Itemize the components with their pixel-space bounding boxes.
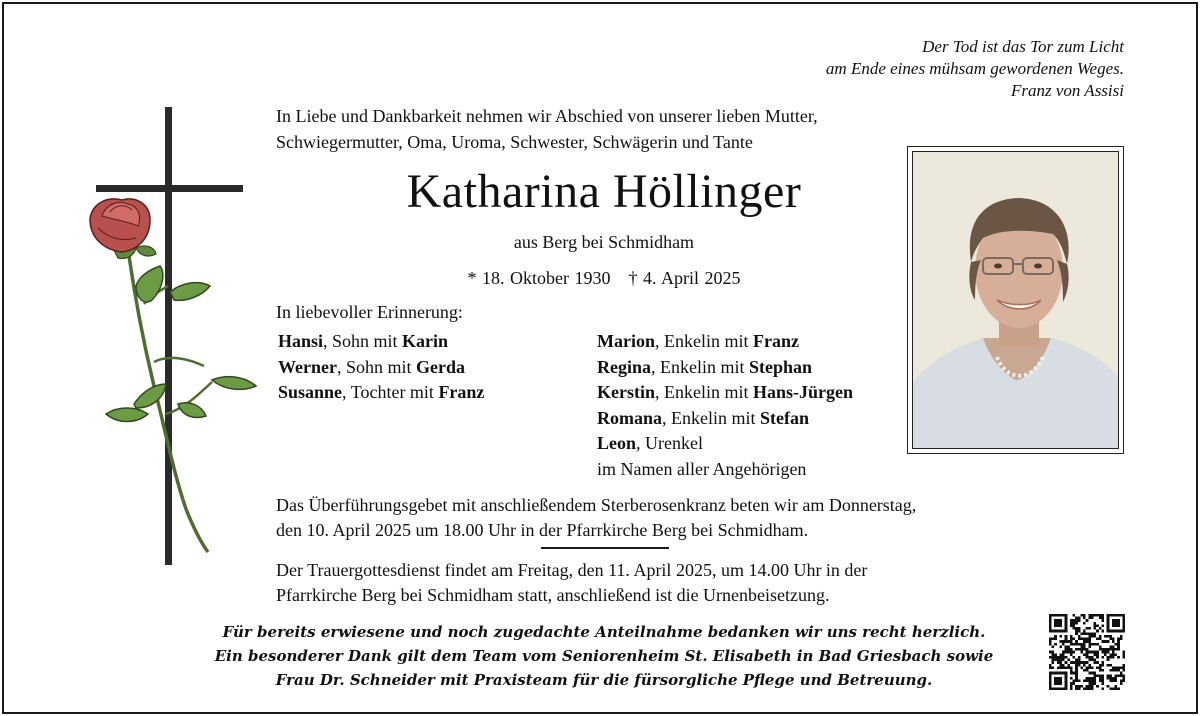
- section-divider: [541, 547, 669, 549]
- mourner-partner: Stefan: [760, 407, 810, 428]
- mourner-row: [597, 355, 853, 381]
- motto-author: Franz von Assisi: [1010, 81, 1124, 100]
- prayer-line-1: Das Überführungsgebet mit anschließendem Sterberosenkranz beten wir am Donnerstag,: [276, 495, 917, 515]
- portrait-frame: [907, 146, 1124, 454]
- remembrance-label: In liebevoller Erinnerung:: [276, 302, 463, 322]
- mourner-row: [597, 329, 853, 355]
- mourner-name: Werner: [278, 356, 337, 377]
- mourner-relation: , Sohn mit: [336, 356, 416, 377]
- mourner-row: [597, 431, 853, 457]
- family-note: im Namen aller Angehörigen: [597, 458, 807, 479]
- mourner-name: Kerstin: [597, 382, 655, 402]
- thanks-line-3: Frau Dr. Schneider mit Praxisteam für die fürsorgliche Pflege und Betreuung.: [275, 671, 933, 689]
- intro-text: [276, 103, 916, 155]
- motto-line-1: Der Tod ist das Tor zum Licht: [922, 37, 1124, 56]
- prayer-line-2: den 10. April 2025 um 18.00 Uhr in der Pfarrkirche Berg bei Schmidham.: [276, 520, 809, 540]
- motto-line-2: am Ende eines mühsam gewordenen Weges.: [825, 59, 1124, 78]
- mourner-partner: Franz: [753, 331, 799, 351]
- service-line-1: Der Trauergottesdienst findet am Freitag, den 11. April 2025, um 14.00 Uhr in der: [276, 560, 868, 580]
- motto-quote: [826, 36, 1124, 102]
- mourner-partner: Karin: [402, 331, 449, 351]
- mourner-relation: , Urenkel: [636, 433, 703, 453]
- birth-date: * 18. Oktober 1930: [467, 268, 611, 288]
- mourner-row: [278, 355, 484, 381]
- mourner-relation: , Sohn mit: [323, 331, 403, 351]
- service-announcement: [276, 558, 996, 608]
- life-dates: [254, 266, 954, 290]
- portrait-illustration: [913, 152, 1118, 448]
- qr-code-icon[interactable]: [1049, 614, 1125, 690]
- deceased-origin: aus Berg bei Schmidham: [513, 232, 695, 252]
- mourner-relation: , Enkelin mit: [662, 407, 761, 428]
- mourner-row: [597, 406, 853, 432]
- mourner-name: Leon: [597, 433, 637, 453]
- mourner-partner: Gerda: [416, 356, 465, 377]
- mourners-left-column: [278, 329, 484, 406]
- mourner-name: Hansi: [278, 331, 324, 351]
- mourner-name: Susanne: [278, 382, 343, 402]
- cross-with-rose-icon: [74, 104, 274, 574]
- mourner-row: [278, 329, 484, 355]
- mourner-name: Romana: [597, 407, 663, 428]
- prayer-announcement: [276, 493, 1036, 543]
- mourner-partner: Stephan: [749, 356, 813, 377]
- portrait-photo: [912, 151, 1119, 449]
- mourner-partner: Franz: [438, 382, 485, 402]
- mourner-relation: , Enkelin mit: [651, 356, 749, 377]
- service-line-2: Pfarrkirche Berg bei Schmidham statt, anschließend ist die Urnenbeisetzung.: [276, 585, 830, 605]
- mourner-relation: , Enkelin mit: [655, 331, 753, 351]
- thanks-line-2: Ein besonderer Dank gilt dem Team vom Seniorenheim St. Elisabeth in Bad Griesbach sowie: [214, 647, 994, 665]
- mourner-relation: , Enkelin mit: [655, 382, 753, 402]
- deceased-name: Katharina Höllinger: [406, 165, 802, 218]
- mourner-name: Marion: [597, 331, 655, 351]
- death-date: † 4. April 2025: [628, 268, 741, 288]
- mourners-right-column: [597, 329, 853, 482]
- thanks-text: [164, 620, 1044, 692]
- mourner-row: [597, 380, 853, 406]
- thanks-line-1: Für bereits erwiesene und noch zugedachte Anteilnahme bedanken wir uns recht herzlich.: [222, 623, 986, 641]
- mourner-partner: Hans-Jürgen: [753, 382, 854, 402]
- intro-line-1: In Liebe und Dankbarkeit nehmen wir Abschied von unserer lieben Mutter,: [276, 106, 818, 126]
- mourner-relation: , Tochter mit: [342, 382, 439, 402]
- obituary-card: [2, 2, 1198, 714]
- mourner-row: [278, 380, 484, 406]
- intro-line-2: Schwiegermutter, Oma, Uroma, Schwester, Schwägerin und Tante: [276, 132, 753, 152]
- mourner-name: Regina: [597, 356, 651, 377]
